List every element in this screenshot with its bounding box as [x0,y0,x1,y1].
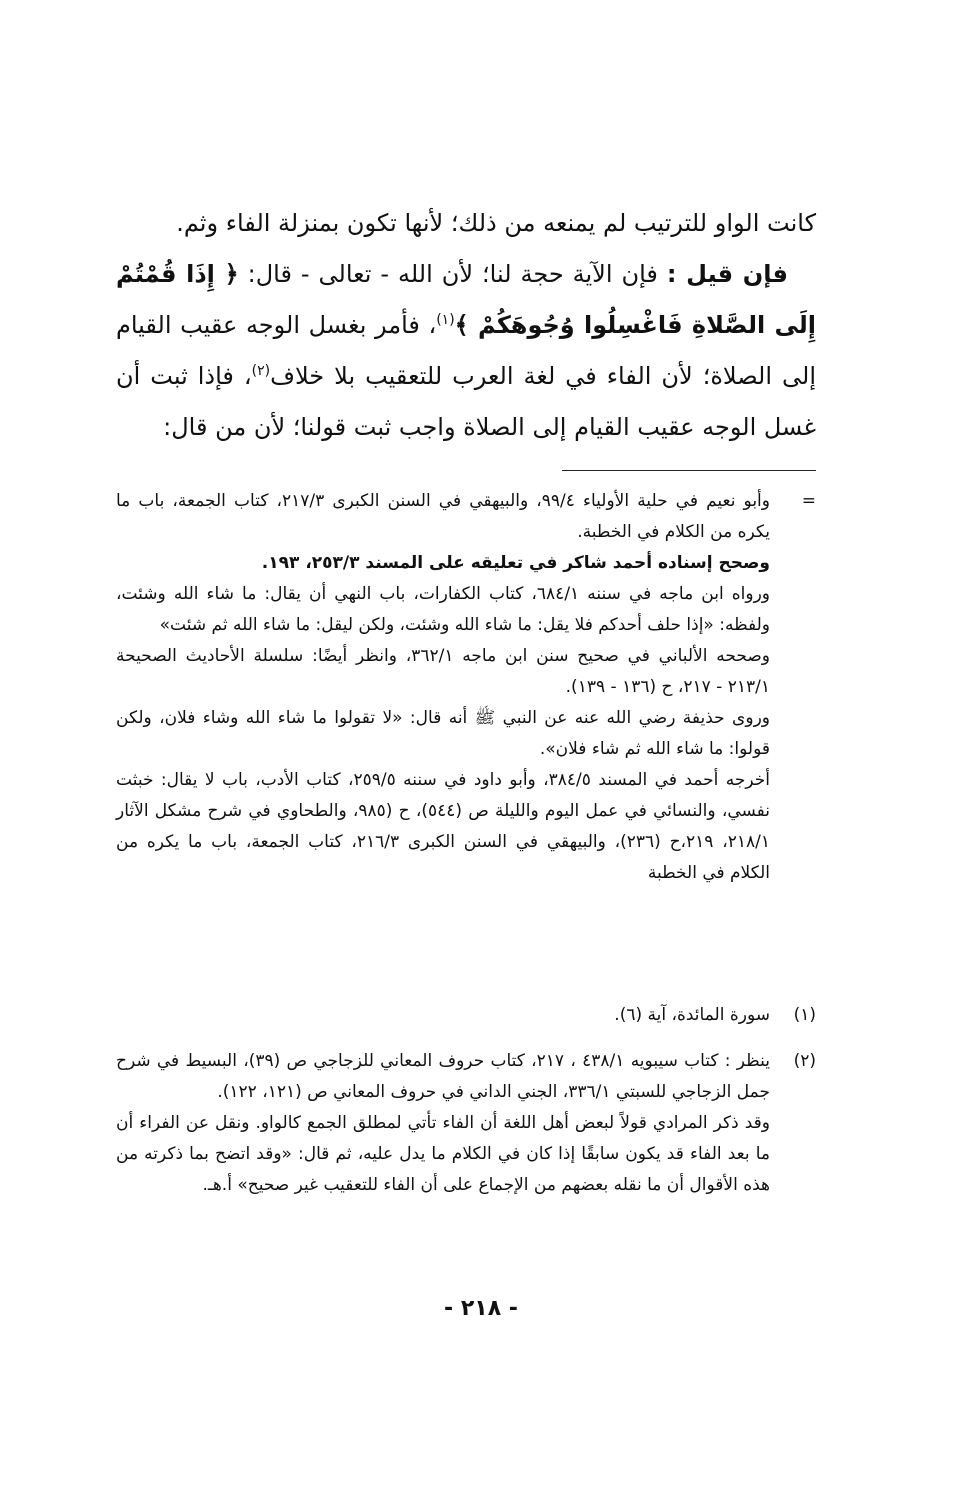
footnote-ref-1[interactable]: (١) [436,312,455,328]
paragraph-text-c: ، فإذا ثبت أن غسل الوجه عقيب القيام إلى الصلاة واجب ثبت قولنا؛ لأن من قال: [116,362,816,441]
footnote-1-number: (١) [793,1005,816,1025]
footnote-2-extra: وقد ذكر المرادي قولاً لبعض أهل اللغة أن الفاء تأتي لمطلق الجمع كالواو. ونقل عن الفراء أن ما بعد الفاء قد يكون سابقًا إذا كان في الكلام ما يدل عليه، ثم قال: «وقد اتضح بما ذكرته من هذه الأقوال أن ما نقله بعضهم من الإجماع على أن الفاء للتعقيب غير صحيح» أ.هـ. [116,1113,770,1195]
footnote-line: وأبو نعيم في حلية الأولياء ٩٩/٤، والبيهقي في السنن الكبرى ٢١٧/٣، كتاب الجمعة، باب ما يكره من الكلام في الخطبة. [116,491,770,542]
footnote-1 [116,1000,816,1031]
main-text [116,198,816,453]
footnote-2 [116,1046,816,1201]
paragraph-text-a: فإن الآية حجة لنا؛ لأن الله - تعالى - قال: [238,260,667,288]
footnote-line: وصححه الألباني في صحيح سنن ابن ماجه ٣٦٢/١، وانظر أيضًا: سلسلة الأحاديث الصحيحة ٢١٣/١ - ٢١٧، ح (١٣٦ - ١٣٩). [116,646,770,697]
continuation-marker: = [801,491,816,511]
objection-lead: فإن قيل : [666,260,788,288]
footnote-2-number: (٢) [793,1051,816,1071]
main-paragraph-2 [116,249,816,453]
footnote-separator [562,470,816,471]
footnote-line: أخرجه أحمد في المسند ٣٨٤/٥، وأبو داود في سننه ٢٥٩/٥، كتاب الأدب، باب لا يقال: خبثت نفسي، والنسائي في عمل اليوم والليلة ص (٥٤٤)، ح (٩٨٥، والطحاوي في شرح مشكل الآثار ٢١٨/١، ٢١٩،ح (٢٣٦)، والبيهقي في السنن الكبرى ٢١٦/٣، كتاب الجمعة، باب ما يكره من الكلام في الخطبة [116,770,770,883]
quran-verse: ﴿ إِذَا قُمْتُمْ إِلَى الصَّلاةِ فَاغْسِلُوا وُجُوهَكُمْ ﴾ [116,260,816,339]
page-number: - ٢١٨ - [444,1296,518,1321]
footnote-line: ورواه ابن ماجه في سننه ٦٨٤/١، كتاب الكفارات، باب النهي أن يقال: ما شاء الله وشئت، ولفظه: «إذا حلف أحدكم فلا يقل: ما شاء الله وشئت، ولكن ليقل: ما شاء الله ثم شئت» [116,584,770,635]
footnote-1-text: سورة المائدة، آية (٦). [614,1005,770,1025]
footnote-ref-2[interactable]: (٢) [251,363,271,379]
paragraph-text-b: ، فأمر بغسل الوجه عقيب القيام إلى الصلاة؛ لأن الفاء في لغة العرب للتعقيب بلا خلاف [116,311,817,390]
main-paragraph-1: كانت الواو للترتيب لم يمنعه من ذلك؛ لأنها تكون بمنزلة الفاء وثم. [176,209,816,237]
footnote-line: وروى حذيفة رضي الله عنه عن النبي ﷺ أنه قال: «لا تقولوا ما شاء الله وشاء فلان، ولكن قولوا: ما شاء الله ثم شاء فلان». [116,708,770,759]
footnote-line: وصحح إسناده أحمد شاكر في تعليقه على المسند ٢٥٣/٣، ١٩٣. [261,553,770,573]
footnote-2-text: ينظر : كتاب سيبويه ٤٣٨/١ ، ٢١٧، كتاب حروف المعاني للزجاجي ص (٣٩)، البسيط في شرح جمل الزجاجي للسبتي ٣٣٦/١، الجني الداني في حروف المعاني ص (١٢١، ١٢٢). [116,1051,770,1102]
footnote-continuation [116,486,816,889]
